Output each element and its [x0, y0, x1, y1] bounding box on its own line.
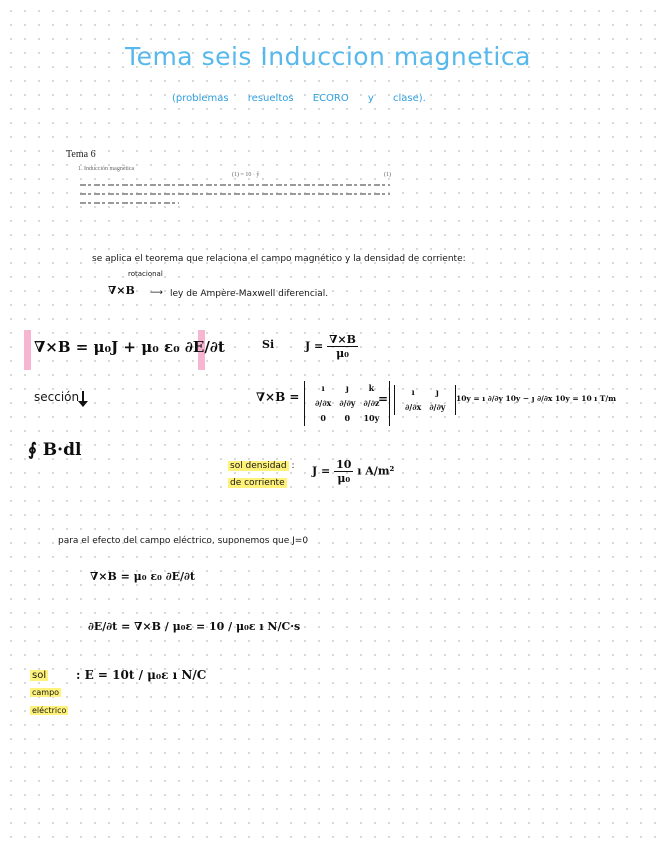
arrow-down-icon [82, 391, 84, 405]
electric-intro-line: para el efecto del campo eléctrico, suponemos que J=0 [58, 536, 309, 546]
sol-e-text: E = 10t / μ₀ε ı N/C [84, 668, 207, 682]
si-label: Si [262, 338, 275, 351]
det-cell: 10y [363, 413, 380, 423]
arrow-icon: ⟶ [150, 288, 163, 298]
det-cell: ∂/∂x [315, 398, 332, 408]
exercise-heading: Tema 6 [66, 149, 96, 160]
sol-j-unit: ı A/m² [357, 464, 395, 478]
sol-e-label-1-text: sol [32, 670, 47, 681]
sol-e-label-3 [30, 706, 68, 715]
j-definition-fraction [327, 333, 358, 360]
det-cell: ı [321, 383, 325, 393]
sol-current-label-2 [228, 478, 287, 488]
sol-j-lhs: J = [312, 464, 331, 478]
dE-dt-equation: ∂E/∂t = ∇×B / μ₀ε = 10 / μ₀ε ı N/C·s [88, 620, 301, 633]
exercise-line-left: 1. Inducción magnética [78, 166, 135, 172]
sol-e-label-3-text: eléctrico [32, 706, 67, 715]
page-title: Tema seis Induccion magnetica [125, 42, 531, 71]
j-definition [305, 333, 358, 360]
det2-cell: ∂/∂x [405, 402, 422, 412]
ampere-law-label: ley de Ampère-Maxwell diferencial. [170, 289, 329, 299]
sol-e-label-1 [30, 670, 48, 681]
j-definition-den: μ₀ [336, 347, 349, 360]
rotacional-label: rotacional [128, 270, 163, 278]
sol-j-num: 10 [336, 458, 352, 471]
determinant-2x2 [394, 385, 456, 415]
det-cell: 0 [320, 413, 326, 423]
sol-e-label-2-text: campo [32, 688, 60, 697]
intro-line: se aplica el teorema que relaciona el campo magnético y la densidad de corriente: [92, 254, 466, 264]
curl-result: 10y = ı ∂/∂y 10y − ȷ ∂/∂x 10y = 10 ı T/m [456, 394, 617, 403]
det-cell: k [368, 383, 375, 393]
curl-lhs: ∇×B = [256, 390, 300, 404]
sol-electric-field: : E = 10t / μ₀ε ı N/C [76, 668, 207, 682]
det-cell: ∂/∂z [363, 398, 380, 408]
highlight-bracket-left [24, 330, 31, 370]
det2-cell: ȷ [435, 387, 439, 397]
sol-e-label-2 [30, 688, 61, 697]
det-cell: ȷ [345, 383, 349, 393]
sol-current-label-1: sol densidad : [230, 461, 295, 471]
exercise-text-block [80, 184, 390, 211]
det-cell: 0 [344, 413, 351, 423]
j-definition-lhs: J = [305, 339, 324, 353]
curl-symbol: ∇×B [108, 284, 135, 297]
det2-cell: ∂/∂y [429, 402, 446, 412]
exercise-line-center: (1) = 10 · ŷ [232, 172, 260, 178]
seccion-label [34, 390, 84, 405]
ampere-maxwell-equation: ∇×B = μ₀J + μ₀ ε₀ ∂E/∂t [34, 338, 225, 356]
sol-current-density [312, 458, 394, 485]
page-subtitle: (problemas resueltos ECORO y clase). [172, 93, 426, 104]
det2-cell: ı [411, 387, 415, 397]
sol-j-den: μ₀ [337, 472, 351, 485]
exercise-line-right: (1) [384, 172, 391, 178]
equals-sign: = [378, 392, 389, 406]
sol-j-fraction [334, 458, 353, 485]
line-integral: ∮ B·dl [28, 440, 82, 460]
sol-current-label-2-text: de corriente [230, 478, 285, 488]
j-definition-num: ∇×B [329, 333, 356, 346]
seccion-text: sección [34, 390, 80, 404]
sol-current-label-1-text: sol densidad [230, 461, 287, 471]
curl-equation-2: ∇×B = μ₀ ε₀ ∂E/∂t [90, 570, 195, 583]
det-cell: ∂/∂y [339, 398, 356, 408]
